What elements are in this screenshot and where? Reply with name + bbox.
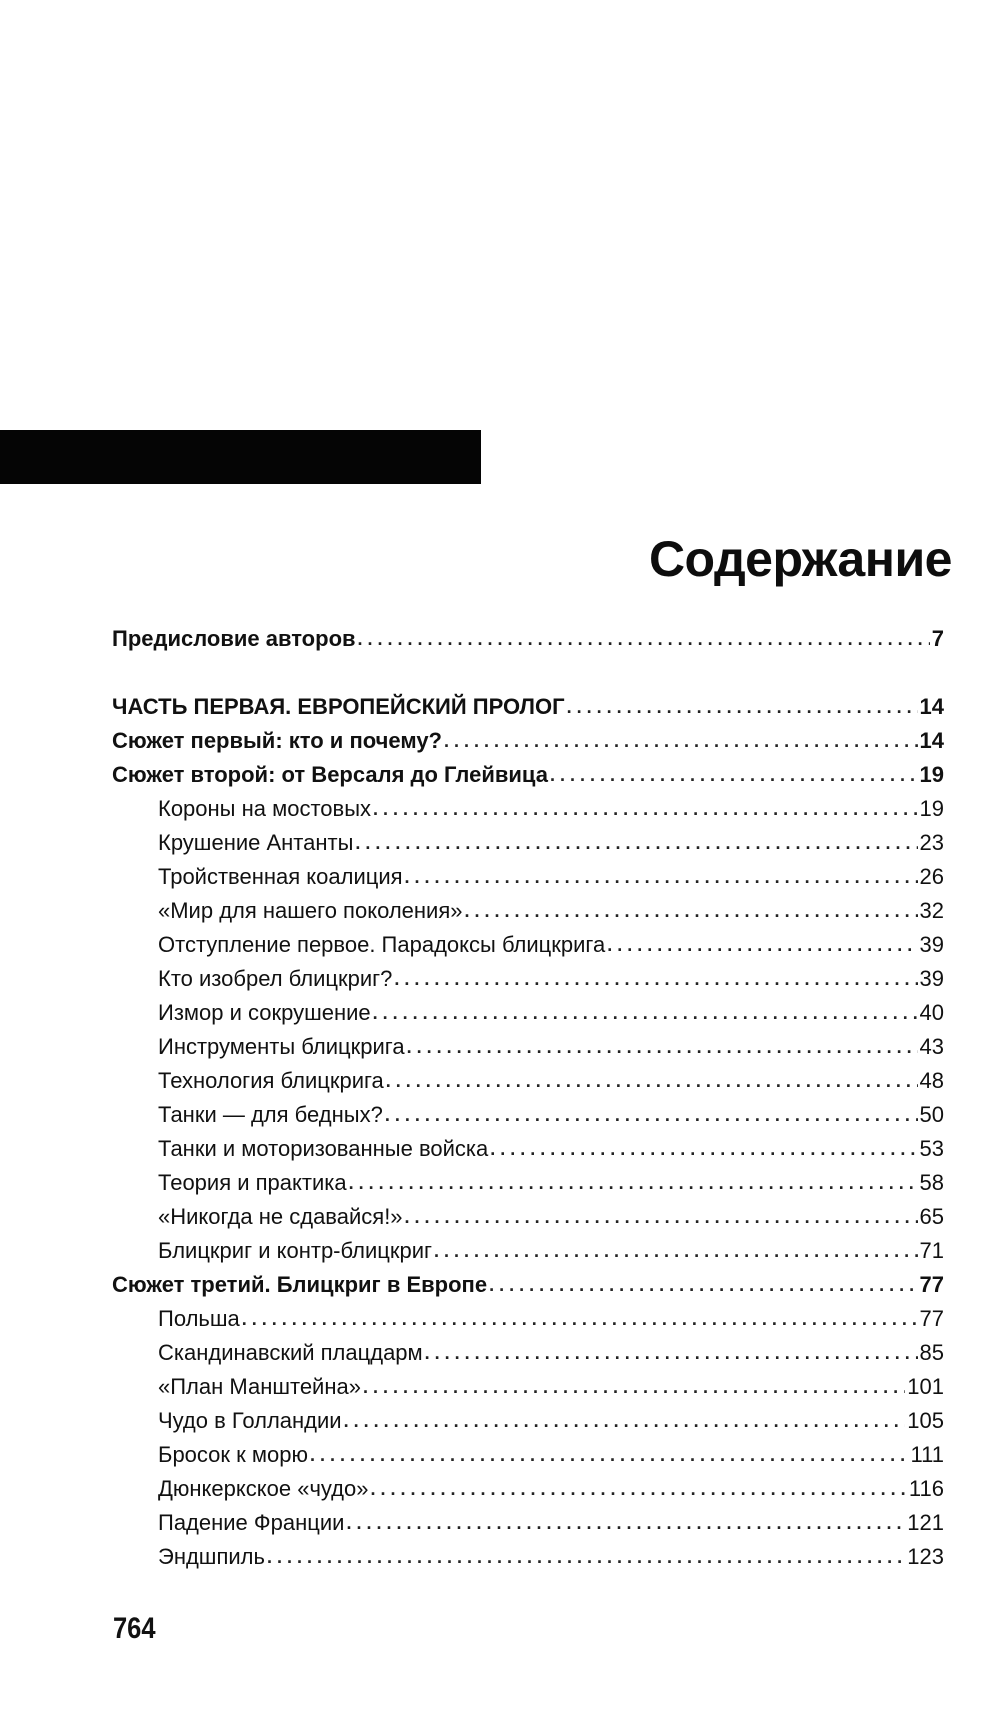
page-number: 764 [113,1612,156,1645]
toc-entry-title: Блицкриг и контр-блицкриг [158,1238,433,1263]
toc-dot-leader [386,1068,918,1094]
toc-entry [158,1060,944,1094]
toc-entry-title: Сюжет третий. Блицкриг в Европе [112,1272,488,1297]
toc-entry-title: Отступление первое. Парадоксы блицкрига [158,932,606,957]
toc-entry-page: 121 [907,1510,944,1535]
toc-dot-leader [358,626,930,652]
toc-entry-page: 19 [919,796,944,821]
table-of-contents [112,0,952,1709]
toc-entry [112,754,944,788]
toc-entry [112,686,944,720]
toc-dot-leader [267,1544,905,1570]
toc-entry-page: 23 [919,830,944,855]
toc-entry-page: 53 [919,1136,944,1161]
toc-entry-page: 26 [919,864,944,889]
toc-entry [158,992,944,1026]
toc-entry [158,1332,944,1366]
toc-entry [158,856,944,890]
toc-entry-title: «Никогда не сдавайся!» [158,1204,403,1229]
toc-dot-leader [405,1204,918,1230]
toc-dot-leader [363,1374,905,1400]
toc-entry-title: Польша [158,1306,240,1331]
toc-entry-title: Кто изобрел блицкриг? [158,966,393,991]
toc-entry-page: 40 [919,1000,944,1025]
toc-entry-page: 85 [919,1340,944,1365]
toc-dot-leader [607,932,917,958]
toc-dot-leader [346,1510,905,1536]
toc-dot-leader [444,728,918,754]
toc-entry [158,1230,944,1264]
toc-entry-title: Танки и моторизованные войска [158,1136,489,1161]
toc-dot-leader [489,1272,917,1298]
toc-entry [158,1094,944,1128]
toc-dot-leader [373,796,917,822]
toc-dot-leader [465,898,918,924]
toc-entry-page: 101 [907,1374,944,1399]
toc-entry [158,788,944,822]
toc-dot-leader [344,1408,906,1434]
toc-entry-title: Бросок к морю [158,1442,308,1467]
toc-dot-leader [550,762,918,788]
toc-dot-leader [385,1102,918,1128]
toc-entry [112,618,944,652]
toc-entry-page: 77 [919,1306,944,1331]
toc-entry-title: Сюжет первый: кто и почему? [112,728,442,753]
toc-entry-page: 111 [910,1442,944,1467]
toc-entry-page: 48 [919,1068,944,1093]
toc-entry-title: ЧАСТЬ ПЕРВАЯ. ЕВРОПЕЙСКИЙ ПРОЛОГ [112,694,565,719]
toc-entry-title: Технология блицкрига [158,1068,384,1093]
toc-entry-title: Скандинавский плацдарм [158,1340,423,1365]
toc-entry-title: «План Манштейна» [158,1374,361,1399]
toc-dot-leader [355,830,917,856]
toc-entry [158,1366,944,1400]
toc-entry [112,1264,944,1298]
toc-entry [158,1128,944,1162]
toc-entry-page: 65 [919,1204,944,1229]
toc-entry-title: Эндшпиль [158,1544,265,1569]
toc-entry-title: Измор и сокрушение [158,1000,371,1025]
toc-entry [158,1468,944,1502]
toc-entry-page: 105 [907,1408,944,1433]
toc-entry-page: 39 [919,966,944,991]
toc-entry-page: 116 [908,1476,944,1501]
toc-entry-title: Дюнкеркское «чудо» [158,1476,369,1501]
toc-dot-leader [425,1340,918,1366]
toc-entry-title: «Мир для нашего поколения» [158,898,463,923]
toc-entry [112,720,944,754]
toc-entry [158,1298,944,1332]
toc-entry-title: Чудо в Голландии [158,1408,342,1433]
toc-entry-page: 39 [919,932,944,957]
toc-entry-title: Предисловие авторов [112,626,356,651]
toc-dot-leader [349,1170,918,1196]
toc-entry [158,890,944,924]
toc-entry-page: 19 [919,762,944,787]
page-title: Содержание [648,531,952,587]
toc-dot-leader [394,966,917,992]
toc-entry [158,1434,944,1468]
toc-entry-title: Тройственная коалиция [158,864,403,889]
toc-entry-title: Танки — для бедных? [158,1102,383,1127]
toc-entry [158,1400,944,1434]
toc-entry-page: 43 [919,1034,944,1059]
toc-entry [158,924,944,958]
toc-entry-page: 71 [919,1238,944,1263]
toc-dot-leader [310,1442,909,1468]
toc-entry [158,822,944,856]
toc-entry-page: 7 [931,626,944,651]
toc-entry [158,1502,944,1536]
toc-entry [158,1536,944,1570]
toc-dot-leader [490,1136,917,1162]
toc-dot-leader [373,1000,918,1026]
toc-entry-title: Короны на мостовых [158,796,372,821]
toc-entry [158,958,944,992]
toc-entry-title: Инструменты блицкрига [158,1034,405,1059]
toc-dot-leader [407,1034,918,1060]
toc-entry-page: 123 [907,1544,944,1569]
toc-entry-page: 77 [919,1272,944,1297]
toc-dot-leader [434,1238,918,1264]
toc-entry-page: 14 [919,728,944,753]
toc-entry-title: Крушение Антанты [158,830,354,855]
toc-entry [158,1026,944,1060]
toc-dot-leader [371,1476,907,1502]
toc-entry [158,1162,944,1196]
toc-entry-title: Падение Франции [158,1510,345,1535]
toc-entry-title: Теория и практика [158,1170,347,1195]
toc-entry-page: 32 [919,898,944,923]
toc-dot-leader [405,864,918,890]
toc-entry-page: 50 [919,1102,944,1127]
toc-dot-leader [567,694,918,720]
toc-dot-leader [242,1306,918,1332]
toc-entry-page: 14 [919,694,944,719]
toc-entry-title: Сюжет второй: от Версаля до Глейвица [112,762,548,787]
toc-entry-page: 58 [919,1170,944,1195]
toc-entry [158,1196,944,1230]
